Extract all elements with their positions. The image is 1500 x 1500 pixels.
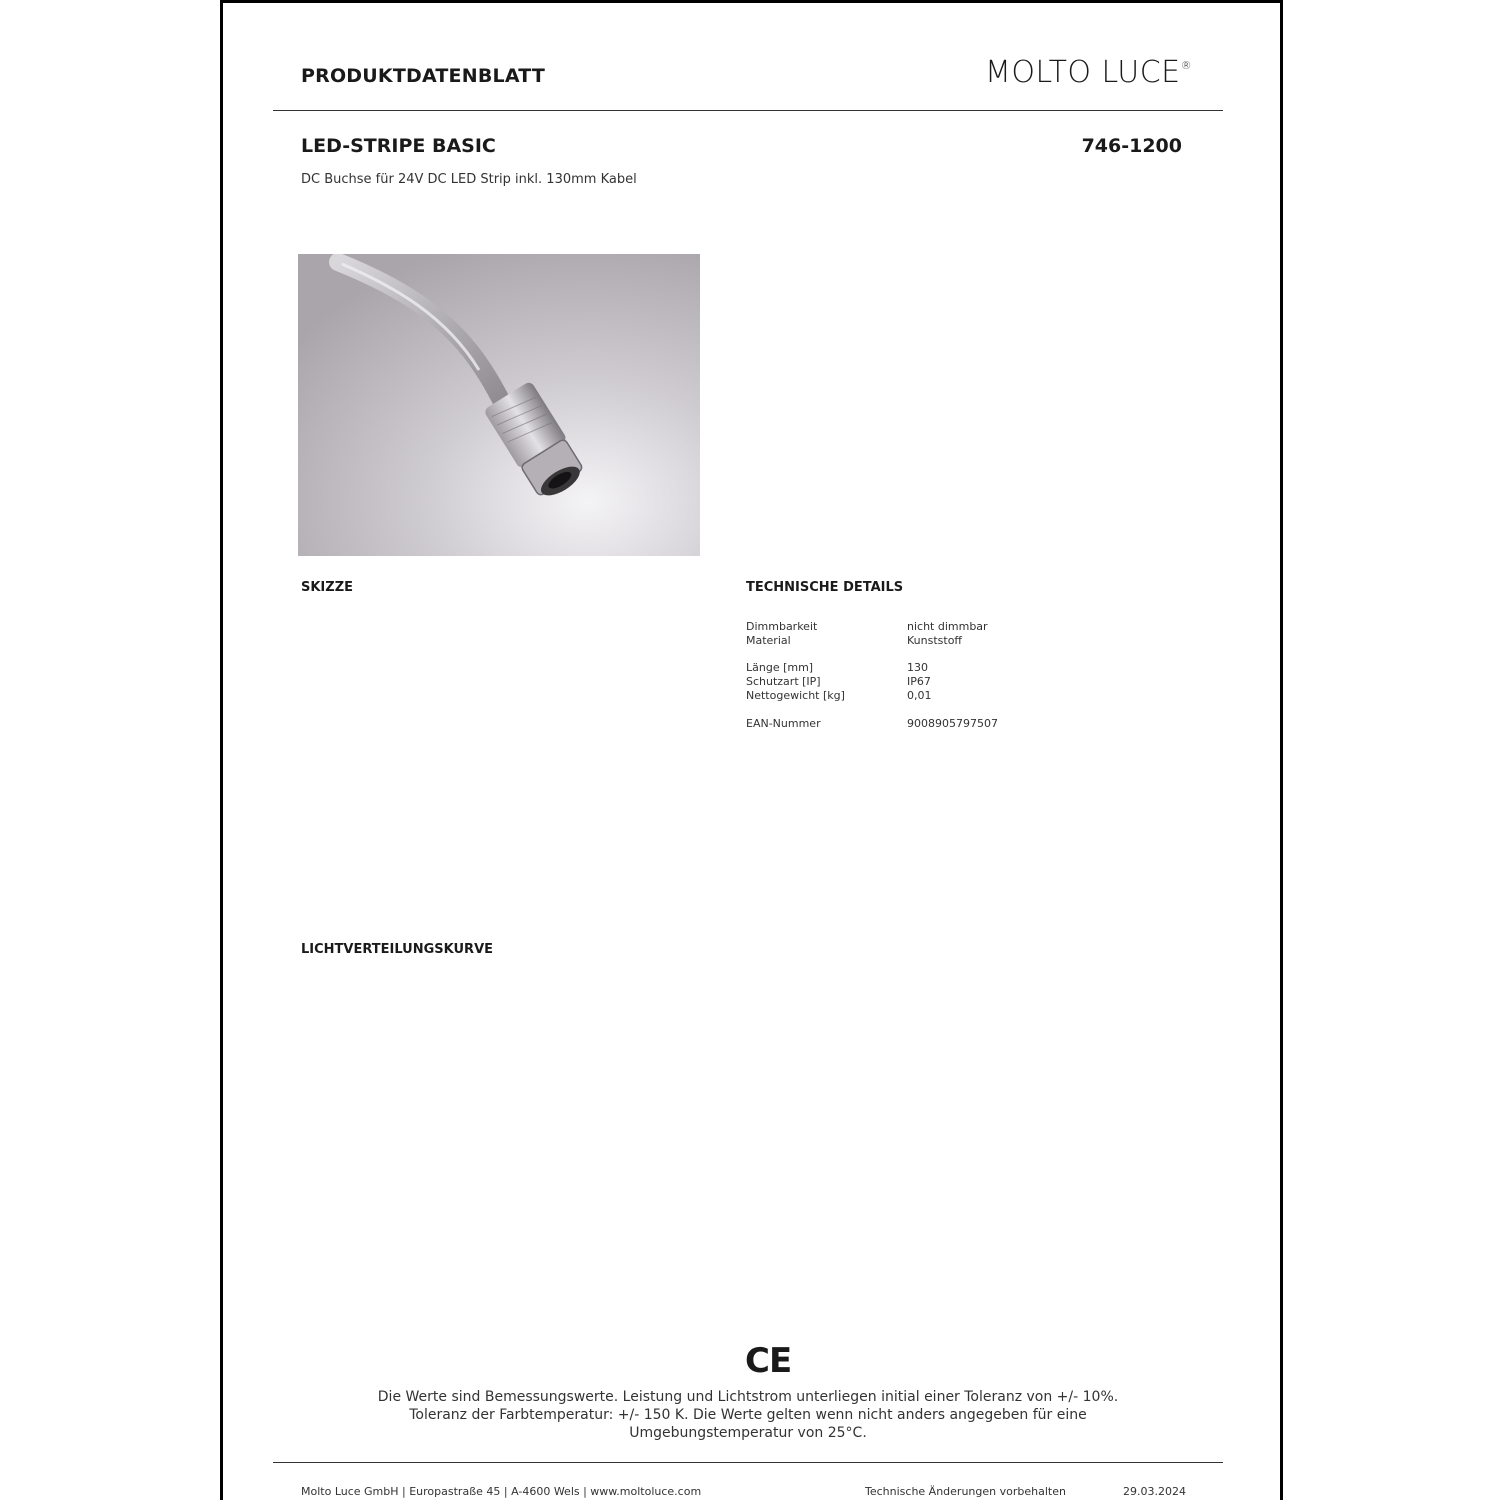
datasheet-page: [220, 0, 1283, 1500]
footer-date: 29.03.2024: [1123, 1485, 1186, 1498]
light-distribution-heading: LICHTVERTEILUNGSKURVE: [301, 942, 494, 957]
product-name: LED-STRIPE BASIC: [301, 135, 496, 157]
spec-value: Kunststoff: [907, 634, 963, 647]
disclaimer: [373, 1388, 1123, 1442]
spec-label: Nettogewicht [kg]: [746, 689, 845, 702]
spec-label: Länge [mm]: [746, 661, 814, 674]
spec-value: 9008905797507: [907, 717, 998, 730]
disclaimer-line: Umgebungstemperatur von 25°C.: [629, 1425, 867, 1441]
spec-value: 0,01: [907, 689, 932, 702]
spec-label: EAN-Nummer: [746, 717, 821, 730]
header-divider: [273, 110, 1223, 111]
article-number: 746-1200: [1081, 135, 1182, 157]
spec-value: nicht dimmbar: [907, 620, 988, 633]
sketch-heading: SKIZZE: [301, 580, 354, 595]
technical-details-heading: TECHNISCHE DETAILS: [746, 580, 904, 595]
footer-divider: [273, 1462, 1223, 1463]
registered-mark: ®: [1180, 59, 1193, 72]
spec-label: Dimmbarkeit: [746, 620, 818, 633]
product-subtitle: DC Buchse für 24V DC LED Strip inkl. 130mm Kabel: [301, 172, 637, 187]
ce-mark-icon: CE: [745, 1341, 792, 1381]
spec-label: Material: [746, 634, 791, 647]
footer-note: Technische Änderungen vorbehalten: [865, 1485, 1066, 1498]
spec-value: 130: [907, 661, 928, 674]
product-photo: [298, 254, 700, 556]
disclaimer-line: Die Werte sind Bemessungswerte. Leistung und Lichtstrom unterliegen initial einer Toleranz von +/- 10%.: [377, 1389, 1119, 1405]
spec-label: Schutzart [IP]: [746, 675, 821, 688]
document-type: PRODUKTDATENBLATT: [301, 65, 546, 87]
footer-company: Molto Luce GmbH | Europastraße 45 | A-4600 Wels | www.moltoluce.com: [301, 1485, 702, 1498]
spec-value: IP67: [907, 675, 931, 688]
brand-logo: [985, 55, 1192, 90]
brand-name: MOLTO LUCE: [985, 55, 1181, 90]
disclaimer-line: Toleranz der Farbtemperatur: +/- 150 K. Die Werte gelten wenn nicht anders angegeben für eine: [409, 1407, 1087, 1423]
